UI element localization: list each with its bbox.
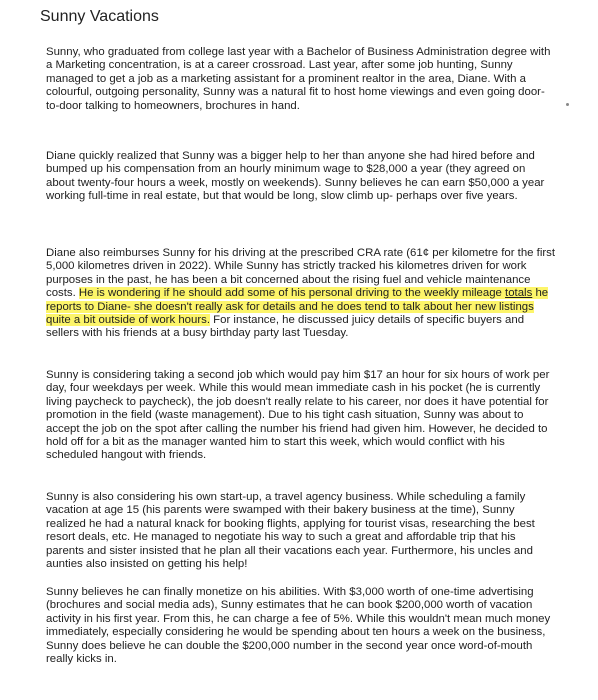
paragraph-1: Sunny, who graduated from college last year with a Bachelor of Business Administration degree with a Marketing concentration, is at a career crossroad. Last year, after some job hunting, Sunny managed to get a job as a marketing assistant for a prominent realtor in the area, Diane. With a colourful, outgoing personality, Sunny was a natural fit to host home viewings and even going door-to-door talking to homeowners, brochures in hand. bbox=[46, 46, 551, 112]
margin-dot bbox=[566, 103, 569, 106]
underlined-word: totals bbox=[505, 287, 533, 300]
paragraph-4: Sunny is considering taking a second job which would pay him $17 an hour for six hours of work per day, four weekdays per week. While this would mean immediate cash in his pocket (he is currently living paycheck to paycheck), the job doesn't really relate to his career, nor does it have potential for promotion in the field (waste management). Due to his tight cash situation, Sunny was about to accept the job on the spot after calling the number his friend had given him. However, he decided to hold off for a bit as the manager wanted him to start this week, which would conflict with his scheduled hangout with friends. bbox=[46, 369, 550, 462]
paragraph-2: Diane quickly realized that Sunny was a bigger help to her than anyone she had hired before and bumped up his compensation from an hourly minimum wage to $28,000 a year (they agreed on about twenty-four hours a week, mostly on weekends). Sunny believes he can earn $50,000 a year working full-time in real estate, but that would be long, slow climb up- perhaps over five years. bbox=[46, 150, 545, 203]
paragraph-3-text-start: Diane also reimburses Sunny for his driving at the prescribed CRA rate (61¢ per kilometre for the first 5,000 kilometres driven in 2022). While Sunny has strictly tracked his kilometres driven for work purposes in the past, he has been a bit concerned about the rising fuel and vehicle maintenance costs. bbox=[46, 247, 556, 300]
paragraph-5: Sunny is also considering his own start-up, a travel agency business. While scheduling a family vacation at age 15 (his parents were swamped with their bakery business at the time), Sunny realized he had a natural knack for booking flights, applying for tourist visas, researching the best resort deals, etc. He managed to negotiate his way to such a great and affordable trip that his parents and sister insisted that he plan all their vacations each year. Furthermore, his uncles and aunties also insisted on getting his help! bbox=[46, 491, 535, 571]
paragraph-3 bbox=[46, 247, 556, 341]
paragraph-6: Sunny believes he can finally monetize on his abilities. With $3,000 worth of one-time advertising (brochures and social media ads), Sunny estimates that he can book $200,000 worth of vacation activity in his first year. From this, he can charge a fee of 5%. While this wouldn't mean much money immediately, especially considering he would be spending about ten hours a week on the business, Sunny does believe he can double the $200,000 number in the second year once word-of-mouth really kicks in. bbox=[46, 586, 551, 666]
paragraph-3-text-end: For instance, he discussed juicy details of specific buyers and sellers with his friends at a busy birthday party last Tuesday. bbox=[46, 314, 525, 340]
document-title: Sunny Vacations bbox=[40, 8, 159, 25]
highlighted-text-part-1: He is wondering if he should add some of his personal driving to the weekly mileage bbox=[78, 287, 506, 300]
highlighted-text-part-2: he reports to Diane- she doesn't really ask for details and he does tend to talk about her new listings quite a bit outside of work hours. bbox=[46, 287, 549, 327]
